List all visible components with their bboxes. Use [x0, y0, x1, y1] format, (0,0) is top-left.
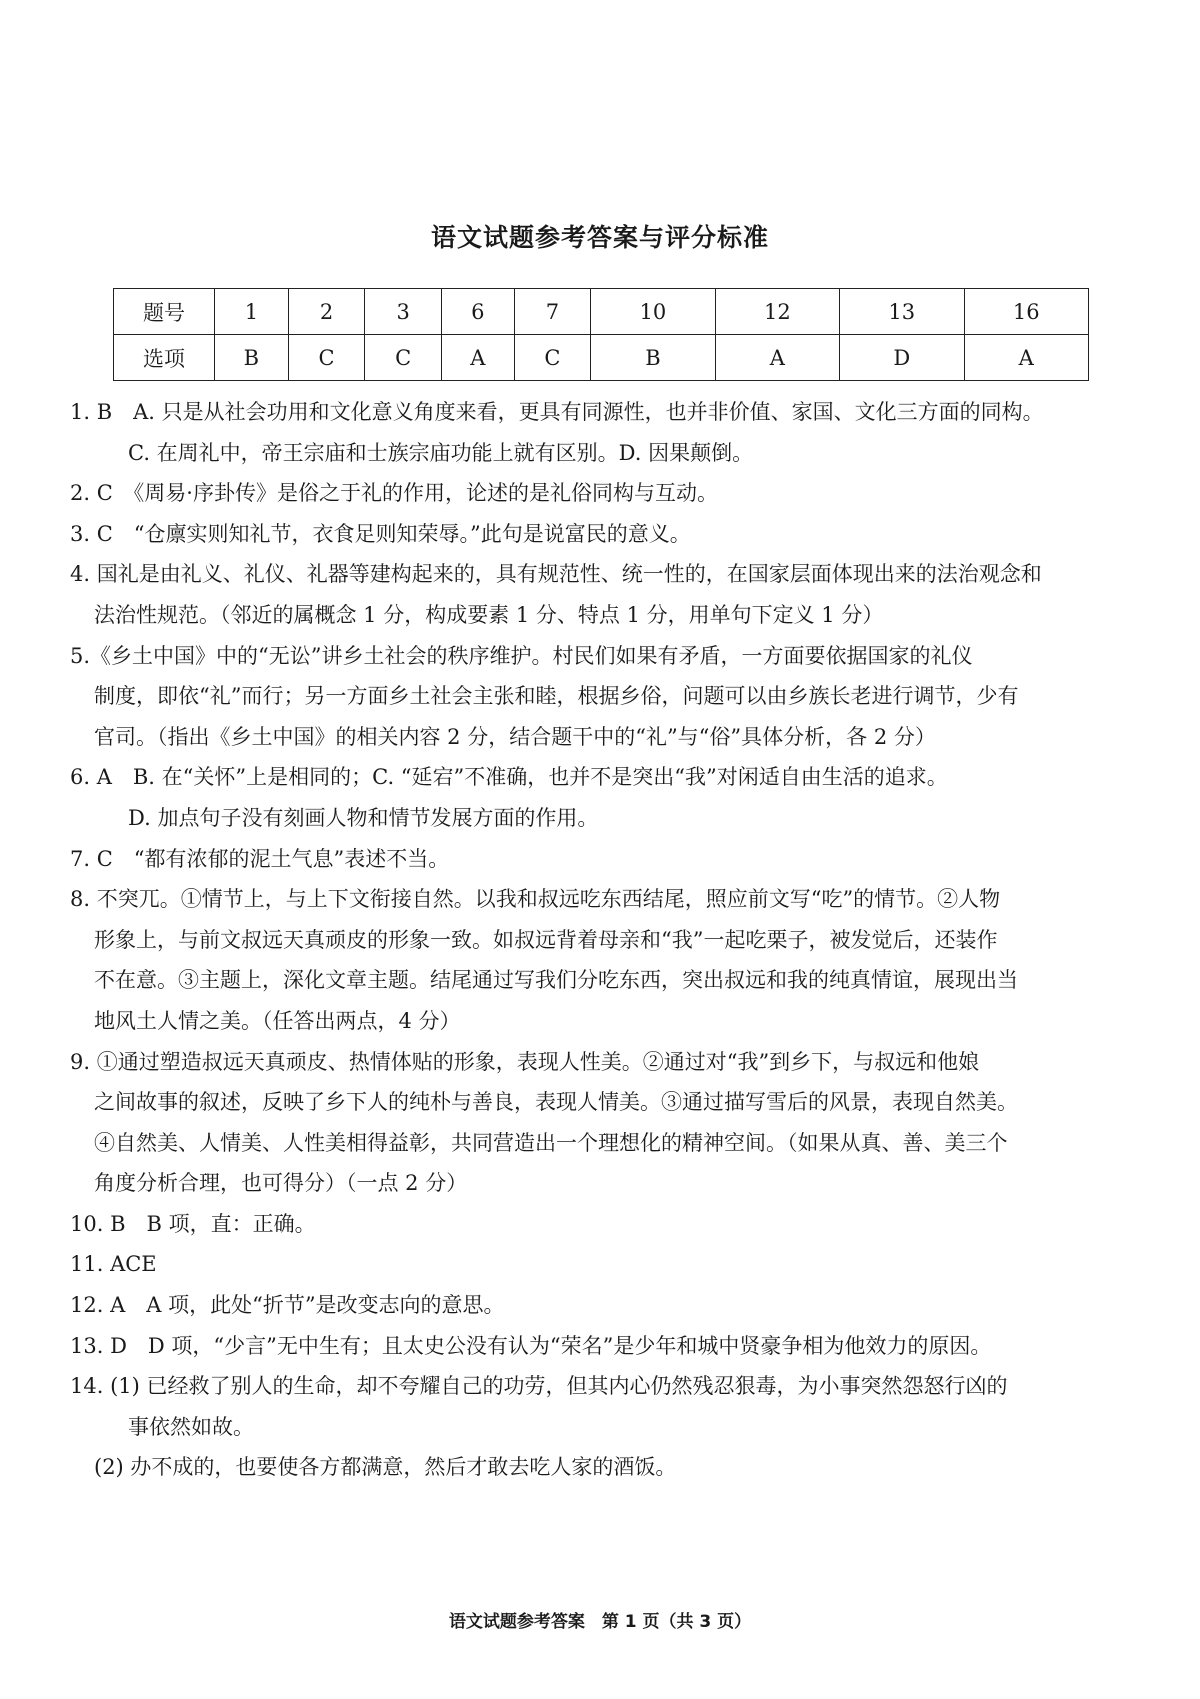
- option-cell: D: [840, 335, 964, 381]
- answer-line: 5.《乡土中国》中的“无讼”讲乡土社会的秩序维护。村民们如果有矛盾，一方面要依据国家的礼仪: [70, 643, 973, 668]
- question-number-cell: 12: [715, 289, 839, 335]
- answer-line: D. 加点句子没有刻画人物和情节发展方面的作用。: [128, 805, 599, 830]
- answer-item-7: [70, 839, 1130, 880]
- question-number-cell: 3: [365, 289, 442, 335]
- answer-item-3: [70, 514, 1130, 555]
- answer-line: 事依然如故。: [128, 1414, 254, 1439]
- answer-item-10: [70, 1204, 1130, 1245]
- answer-line: 11. ACE: [70, 1252, 157, 1277]
- answer-line: 12. A A 项，此处“折节”是改变志向的意思。: [70, 1293, 505, 1318]
- question-number-cell: 10: [591, 289, 715, 335]
- answer-line: ④自然美、人情美、人性美相得益彰，共同营造出一个理想化的精神空间。（如果从真、善、美三个: [94, 1130, 1008, 1155]
- question-number-row: [114, 289, 1089, 335]
- answer-item-14-part-2: [70, 1447, 1130, 1488]
- option-cell: C: [514, 335, 591, 381]
- answer-line: 3. C “仓廪实则知礼节，衣食足则知荣辱。”此句是说富民的意义。: [70, 521, 691, 546]
- answer-item-4: [70, 554, 1130, 635]
- question-number-cell: 6: [442, 289, 515, 335]
- answer-item-6: [70, 757, 1130, 838]
- answer-line: (2) 办不成的，也要使各方都满意，然后才敢去吃人家的酒饭。: [94, 1455, 677, 1480]
- question-number-cell: 1: [215, 289, 289, 335]
- option-cell: C: [288, 335, 365, 381]
- answer-line: 形象上，与前文叔远天真顽皮的形象一致。如叔远背着母亲和“我”一起吃栗子，被发觉后，还装作: [94, 927, 998, 952]
- option-cell: C: [365, 335, 442, 381]
- answer-line: 14. (1) 已经救了别人的生命，却不夸耀自己的功劳，但其内心仍然残忍狠毒，为小事突然怨怒行凶的: [70, 1374, 1008, 1399]
- answer-line: 制度，即依“礼”而行；另一方面乡土社会主张和睦，根据乡俗，问题可以由乡族长老进行调节，少有: [94, 684, 1019, 709]
- answer-line: 7. C “都有浓郁的泥土气息”表述不当。: [70, 846, 450, 871]
- answer-line: 法治性规范。（邻近的属概念 1 分，构成要素 1 分、特点 1 分，用单句下定义 1 分）: [94, 602, 884, 627]
- answer-line: 官司。（指出《乡土中国》的相关内容 2 分，结合题干中的“礼”与“俗”具体分析，各 2 分）: [94, 724, 936, 749]
- page-title: 语文试题参考答案与评分标准: [430, 223, 769, 252]
- answer-item-12: [70, 1285, 1130, 1326]
- answer-item-1: [70, 392, 1130, 473]
- option-cell: B: [591, 335, 715, 381]
- answer-line: 4. 国礼是由礼义、礼仪、礼器等建构起来的，具有规范性、统一性的，在国家层面体现出来的法治观念和: [70, 562, 1042, 587]
- answer-item-8: [70, 879, 1130, 1041]
- row-header-option: 选项: [114, 335, 215, 381]
- answer-line: 不在意。③主题上，深化文章主题。结尾通过写我们分吃东西，突出叔远和我的纯真情谊，展现出当: [94, 968, 1018, 993]
- option-cell: A: [964, 335, 1089, 381]
- row-header-question: 题号: [114, 289, 215, 335]
- answer-list: [70, 392, 1130, 1488]
- question-number-cell: 13: [840, 289, 964, 335]
- answer-line: 6. A B. 在“关怀”上是相同的；C. “延宕”不准确，也并不是突出“我”对闲适自由生活的追求。: [70, 765, 948, 790]
- page-footer: 语文试题参考答案 第 1 页（共 3 页）: [448, 1612, 752, 1632]
- option-row: [114, 335, 1089, 381]
- answer-line: 之间故事的叙述，反映了乡下人的纯朴与善良，表现人情美。③通过描写雪后的风景，表现自然美。: [94, 1090, 1018, 1115]
- option-cell: A: [715, 335, 839, 381]
- answer-line: 9. ①通过塑造叔远天真顽皮、热情体贴的形象，表现人性美。②通过对“我”到乡下，与叔远和他娘: [70, 1049, 980, 1074]
- answer-line: 2. C 《周易·序卦传》是俗之于礼的作用，论述的是礼俗同构与互动。: [70, 481, 718, 506]
- answer-item-13: [70, 1326, 1130, 1367]
- answer-line: C. 在周礼中，帝王宗庙和士族宗庙功能上就有区别。D. 因果颠倒。: [128, 440, 754, 465]
- answer-item-5: [70, 636, 1130, 758]
- answer-line: 地风土人情之美。（任答出两点，4 分）: [94, 1008, 461, 1033]
- option-cell: A: [442, 335, 515, 381]
- answer-line: 10. B B 项，直：正确。: [70, 1211, 316, 1236]
- answer-line: 8. 不突兀。①情节上，与上下文衔接自然。以我和叔远吃东西结尾，照应前文写“吃”的情节。②人物: [70, 887, 1001, 912]
- answer-item-11: [70, 1244, 1130, 1285]
- answer-line: 1. B A. 只是从社会功用和文化意义角度来看，更具有同源性，也并非价值、家国、文化三方面的同构。: [70, 400, 1044, 424]
- question-number-cell: 7: [514, 289, 591, 335]
- question-number-cell: 16: [964, 289, 1089, 335]
- question-number-cell: 2: [288, 289, 365, 335]
- answer-line: 角度分析合理，也可得分）（一点 2 分）: [94, 1171, 468, 1196]
- answer-item-9: [70, 1042, 1130, 1204]
- option-cell: B: [215, 335, 289, 381]
- answer-line: 13. D D 项，“少言”无中生有；且太史公没有认为“荣名”是少年和城中贤豪争相为他效力的原因。: [70, 1333, 992, 1358]
- answer-item-2: [70, 473, 1130, 514]
- answer-item-14: [70, 1366, 1130, 1447]
- answer-table: [113, 288, 1089, 381]
